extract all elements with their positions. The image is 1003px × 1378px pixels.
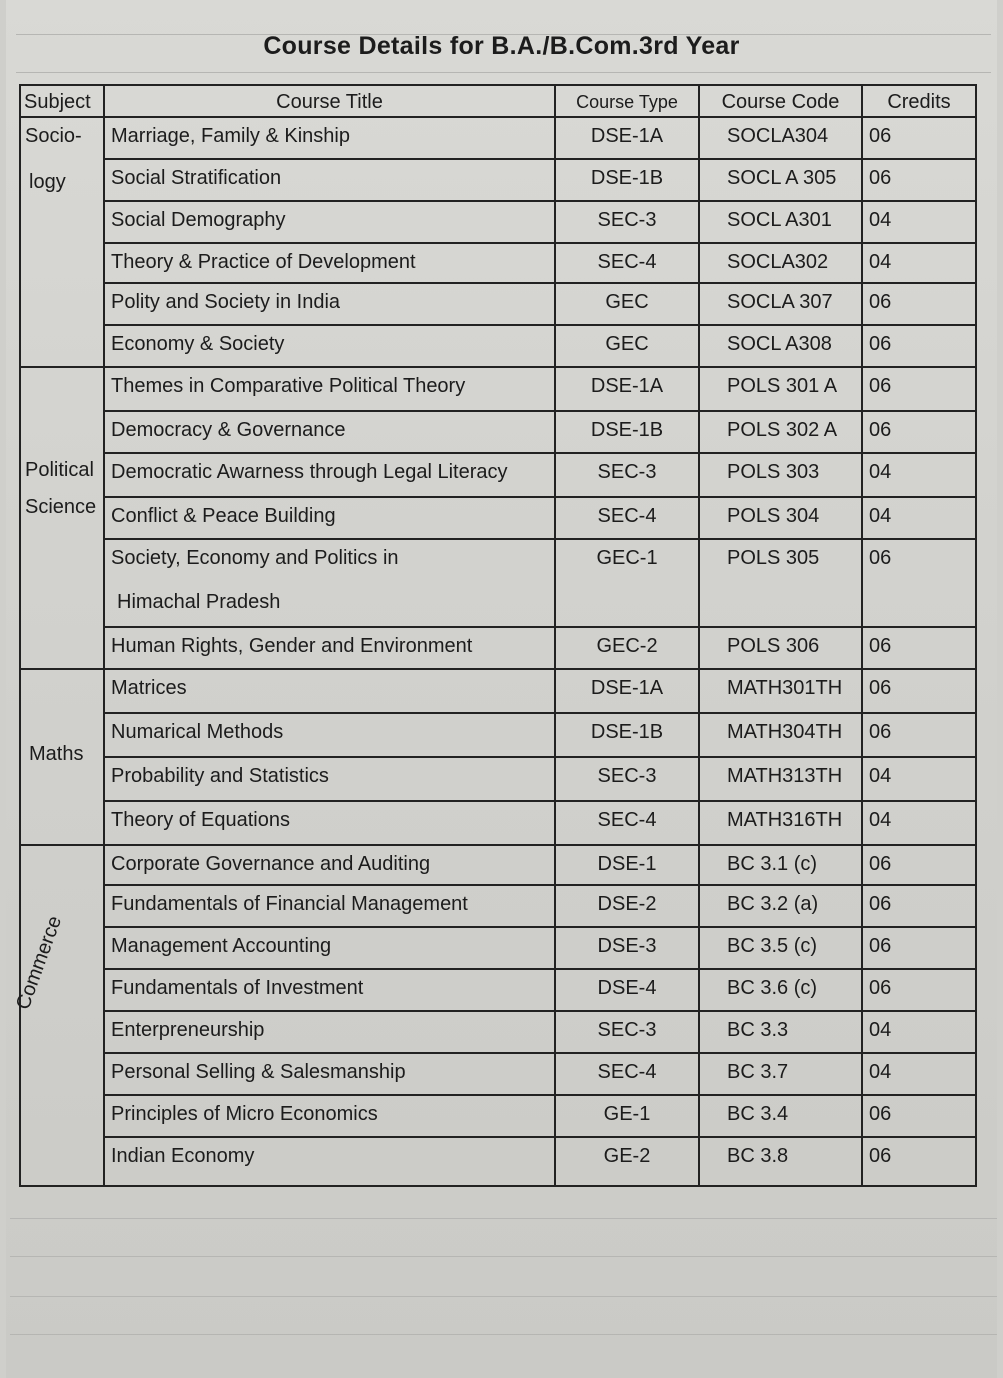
course-title-cell: Theory & Practice of Development: [111, 251, 416, 273]
course-type-cell: GE-2: [603, 1145, 651, 1167]
course-type-cell: DSE-1A: [590, 375, 664, 397]
column-divider: [861, 86, 863, 1185]
show-through-line: [10, 1284, 997, 1297]
row-divider: [103, 200, 975, 202]
course-code-cell: SOCL A308: [727, 333, 832, 355]
course-type-cell: DSE-1B: [590, 721, 664, 743]
column-divider: [698, 86, 700, 1185]
course-code-cell: SOCLA302: [727, 251, 829, 273]
row-divider: [21, 668, 975, 670]
row-divider: [103, 410, 975, 412]
header-credits: Credits: [887, 91, 951, 113]
row-divider: [103, 884, 975, 886]
course-title-cell: Theory of Equations: [111, 809, 290, 831]
course-code-cell: POLS 303: [727, 461, 820, 483]
credits-cell: 06: [869, 935, 892, 957]
course-title-cell: Conflict & Peace Building: [111, 505, 336, 527]
subject-sociology-line2: logy: [29, 171, 66, 193]
course-title-cell: Fundamentals of Financial Management: [111, 893, 468, 915]
course-title-cell: Democratic Awarness through Legal Literacy: [111, 461, 508, 483]
course-title-cell: Matrices: [111, 677, 187, 699]
course-code-cell: SOCL A301: [727, 209, 832, 231]
credits-cell: 06: [869, 1103, 892, 1125]
course-title-cell: Social Stratification: [111, 167, 282, 189]
course-type-cell: DSE-1A: [590, 125, 664, 147]
course-type-cell: SEC-3: [597, 765, 657, 787]
course-code-cell: BC 3.6 (c): [727, 977, 818, 999]
course-title-cell-continued: Himachal Pradesh: [117, 591, 281, 613]
credits-cell: 06: [869, 977, 892, 999]
credits-cell: 06: [869, 291, 892, 313]
course-code-cell: POLS 305: [727, 547, 820, 569]
row-divider: [21, 844, 975, 846]
course-title-cell: Enterpreneurship: [111, 1019, 265, 1041]
row-divider: [103, 324, 975, 326]
credits-cell: 04: [869, 809, 892, 831]
credits-cell: 04: [869, 1019, 892, 1041]
course-title-cell: Numarical Methods: [111, 721, 284, 743]
course-type-cell: SEC-3: [597, 209, 657, 231]
course-type-cell: GEC: [605, 291, 649, 313]
course-title-cell: Management Accounting: [111, 935, 332, 957]
course-title-cell: Fundamentals of Investment: [111, 977, 364, 999]
course-type-cell: DSE-1A: [590, 677, 664, 699]
row-divider: [21, 116, 975, 118]
row-divider: [103, 800, 975, 802]
course-type-cell: SEC-3: [597, 1019, 657, 1041]
row-divider: [103, 712, 975, 714]
course-title-cell: Polity and Society in India: [111, 291, 341, 313]
course-code-cell: MATH313TH: [727, 765, 843, 787]
course-title-cell: Personal Selling & Salesmanship: [111, 1061, 406, 1083]
course-type-cell: DSE-3: [597, 935, 657, 957]
row-divider: [103, 968, 975, 970]
header-course-type: Course Type: [576, 92, 678, 112]
credits-cell: 06: [869, 375, 892, 397]
row-divider: [103, 452, 975, 454]
credits-cell: 04: [869, 505, 892, 527]
credits-cell: 04: [869, 251, 892, 273]
row-divider: [103, 242, 975, 244]
page-title: Course Details for B.A./B.Com.3rd Year: [263, 32, 740, 60]
course-code-cell: BC 3.4: [727, 1103, 789, 1125]
course-code-cell: POLS 304: [727, 505, 820, 527]
course-type-cell: GEC-1: [596, 547, 658, 569]
course-title-cell: Democracy & Governance: [111, 419, 346, 441]
course-code-cell: MATH304TH: [727, 721, 843, 743]
show-through-line: [10, 1244, 997, 1257]
course-code-cell: POLS 306: [727, 635, 820, 657]
show-through-line: [10, 1206, 997, 1219]
course-title-cell: Society, Economy and Politics in: [111, 547, 399, 569]
show-through-line: [10, 1322, 997, 1335]
course-type-cell: DSE-4: [597, 977, 657, 999]
credits-cell: 06: [869, 1145, 892, 1167]
row-divider: [103, 626, 975, 628]
row-divider: [103, 1052, 975, 1054]
row-divider: [103, 1136, 975, 1138]
course-type-cell: SEC-4: [597, 505, 657, 527]
header-course-title: Course Title: [276, 91, 383, 113]
row-divider: [103, 538, 975, 540]
course-type-cell: SEC-4: [597, 1061, 657, 1083]
credits-cell: 06: [869, 125, 892, 147]
course-code-cell: POLS 302 A: [727, 419, 838, 441]
credits-cell: 06: [869, 635, 892, 657]
course-code-cell: BC 3.3: [727, 1019, 789, 1041]
row-divider: [103, 1094, 975, 1096]
credits-cell: 06: [869, 853, 892, 875]
course-type-cell: DSE-1: [597, 853, 657, 875]
course-type-cell: DSE-1B: [590, 419, 664, 441]
course-code-cell: SOCL A 305: [727, 167, 837, 189]
course-code-cell: BC 3.1 (c): [727, 853, 818, 875]
course-code-cell: MATH316TH: [727, 809, 843, 831]
course-code-cell: SOCLA 307: [727, 291, 833, 313]
course-title-cell: Themes in Comparative Political Theory: [111, 375, 466, 397]
course-type-cell: GEC-2: [596, 635, 658, 657]
course-title-cell: Principles of Micro Economics: [111, 1103, 378, 1125]
course-title-cell: Indian Economy: [111, 1145, 255, 1167]
row-divider: [103, 926, 975, 928]
subject-sociology-line1: Socio-: [25, 125, 82, 147]
row-divider: [21, 366, 975, 368]
course-code-cell: BC 3.8: [727, 1145, 789, 1167]
credits-cell: 04: [869, 209, 892, 231]
row-divider: [103, 1010, 975, 1012]
credits-cell: 06: [869, 721, 892, 743]
course-title-cell: Marriage, Family & Kinship: [111, 125, 350, 147]
header-course-code: Course Code: [721, 91, 840, 113]
course-code-cell: BC 3.2 (a): [727, 893, 819, 915]
course-title-cell: Human Rights, Gender and Environment: [111, 635, 473, 657]
course-code-cell: BC 3.7: [727, 1061, 789, 1083]
credits-cell: 04: [869, 461, 892, 483]
subject-political-line1: Political: [25, 459, 94, 481]
credits-cell: 06: [869, 547, 892, 569]
course-code-cell: POLS 301 A: [727, 375, 838, 397]
course-type-cell: GE-1: [603, 1103, 651, 1125]
row-divider: [103, 282, 975, 284]
row-divider: [103, 756, 975, 758]
credits-cell: 06: [869, 167, 892, 189]
credits-cell: 06: [869, 333, 892, 355]
course-type-cell: SEC-3: [597, 461, 657, 483]
course-title-cell: Probability and Statistics: [111, 765, 329, 787]
credits-cell: 04: [869, 765, 892, 787]
column-divider: [103, 86, 105, 1185]
credits-cell: 06: [869, 419, 892, 441]
course-type-cell: SEC-4: [597, 251, 657, 273]
credits-cell: 06: [869, 893, 892, 915]
subject-political-line2: Science: [25, 496, 97, 518]
course-title-cell: Corporate Governance and Auditing: [111, 853, 431, 875]
course-title-cell: Economy & Society: [111, 333, 285, 355]
course-type-cell: SEC-4: [597, 809, 657, 831]
credits-cell: 06: [869, 677, 892, 699]
course-type-cell: DSE-1B: [590, 167, 664, 189]
course-code-cell: BC 3.5 (c): [727, 935, 818, 957]
course-type-cell: DSE-2: [597, 893, 657, 915]
course-code-cell: SOCLA304: [727, 125, 829, 147]
subject-maths: Maths: [29, 743, 84, 765]
course-title-cell: Social Demography: [111, 209, 286, 231]
row-divider: [103, 496, 975, 498]
subject-commerce: Commerce: [12, 913, 67, 1013]
credits-cell: 04: [869, 1061, 892, 1083]
course-table: [19, 84, 977, 1187]
row-divider: [103, 158, 975, 160]
course-type-cell: GEC: [605, 333, 649, 355]
header-subject: Subject: [24, 91, 91, 113]
course-code-cell: MATH301TH: [727, 677, 843, 699]
